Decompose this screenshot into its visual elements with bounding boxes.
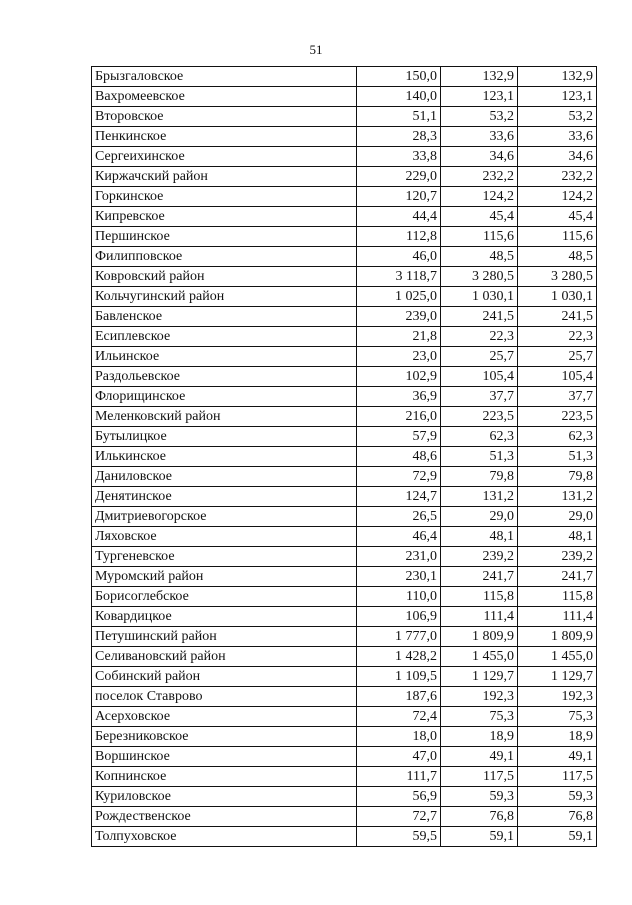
table-row xyxy=(92,787,597,807)
municipality-name-cell: Рождественское xyxy=(92,807,357,827)
value-cell-1: 229,0 xyxy=(357,167,441,187)
municipality-name-cell: Толпуховское xyxy=(92,827,357,847)
value-cell-1: 26,5 xyxy=(357,507,441,527)
value-cell-2: 241,5 xyxy=(441,307,518,327)
value-cell-1: 21,8 xyxy=(357,327,441,347)
value-cell-3: 76,8 xyxy=(518,807,597,827)
value-cell-2: 76,8 xyxy=(441,807,518,827)
value-cell-2: 37,7 xyxy=(441,387,518,407)
value-cell-3: 192,3 xyxy=(518,687,597,707)
table-row xyxy=(92,127,597,147)
table-row xyxy=(92,607,597,627)
value-cell-1: 239,0 xyxy=(357,307,441,327)
value-cell-2: 3 280,5 xyxy=(441,267,518,287)
value-cell-1: 110,0 xyxy=(357,587,441,607)
value-cell-3: 241,5 xyxy=(518,307,597,327)
table-row xyxy=(92,827,597,847)
value-cell-3: 111,4 xyxy=(518,607,597,627)
value-cell-3: 53,2 xyxy=(518,107,597,127)
value-cell-3: 1 129,7 xyxy=(518,667,597,687)
value-cell-1: 106,9 xyxy=(357,607,441,627)
table-row xyxy=(92,807,597,827)
table-row xyxy=(92,487,597,507)
value-cell-2: 49,1 xyxy=(441,747,518,767)
table-row xyxy=(92,627,597,647)
value-cell-1: 33,8 xyxy=(357,147,441,167)
value-cell-1: 18,0 xyxy=(357,727,441,747)
value-cell-1: 1 109,5 xyxy=(357,667,441,687)
municipality-name-cell: Горкинское xyxy=(92,187,357,207)
value-cell-2: 131,2 xyxy=(441,487,518,507)
value-cell-3: 79,8 xyxy=(518,467,597,487)
value-cell-3: 59,1 xyxy=(518,827,597,847)
table-row xyxy=(92,667,597,687)
table-row xyxy=(92,107,597,127)
municipality-name-cell: Собинский район xyxy=(92,667,357,687)
table-row xyxy=(92,247,597,267)
municipality-name-cell: Второвское xyxy=(92,107,357,127)
value-cell-3: 223,5 xyxy=(518,407,597,427)
value-cell-2: 115,6 xyxy=(441,227,518,247)
table-row xyxy=(92,267,597,287)
table-row xyxy=(92,207,597,227)
value-cell-2: 192,3 xyxy=(441,687,518,707)
table-row xyxy=(92,67,597,87)
value-cell-3: 48,1 xyxy=(518,527,597,547)
table-row xyxy=(92,507,597,527)
value-cell-3: 75,3 xyxy=(518,707,597,727)
table-row xyxy=(92,687,597,707)
table-row xyxy=(92,427,597,447)
municipality-name-cell: Куриловское xyxy=(92,787,357,807)
value-cell-2: 241,7 xyxy=(441,567,518,587)
municipality-name-cell: Муромский район xyxy=(92,567,357,587)
municipality-name-cell: Бавленское xyxy=(92,307,357,327)
value-cell-3: 117,5 xyxy=(518,767,597,787)
value-cell-1: 47,0 xyxy=(357,747,441,767)
table-row xyxy=(92,527,597,547)
table-row xyxy=(92,727,597,747)
value-cell-2: 239,2 xyxy=(441,547,518,567)
value-cell-3: 45,4 xyxy=(518,207,597,227)
value-cell-2: 124,2 xyxy=(441,187,518,207)
value-cell-2: 18,9 xyxy=(441,727,518,747)
value-cell-1: 102,9 xyxy=(357,367,441,387)
value-cell-3: 59,3 xyxy=(518,787,597,807)
municipality-name-cell: Дмитриевогорское xyxy=(92,507,357,527)
value-cell-2: 1 455,0 xyxy=(441,647,518,667)
value-cell-1: 44,4 xyxy=(357,207,441,227)
value-cell-3: 37,7 xyxy=(518,387,597,407)
municipality-name-cell: Даниловское xyxy=(92,467,357,487)
value-cell-1: 112,8 xyxy=(357,227,441,247)
municipality-name-cell: Березниковское xyxy=(92,727,357,747)
municipality-name-cell: Ляховское xyxy=(92,527,357,547)
value-cell-2: 1 030,1 xyxy=(441,287,518,307)
value-cell-2: 59,3 xyxy=(441,787,518,807)
value-cell-3: 22,3 xyxy=(518,327,597,347)
value-cell-1: 56,9 xyxy=(357,787,441,807)
value-cell-1: 1 428,2 xyxy=(357,647,441,667)
table-row xyxy=(92,547,597,567)
value-cell-1: 72,7 xyxy=(357,807,441,827)
value-cell-1: 36,9 xyxy=(357,387,441,407)
value-cell-1: 48,6 xyxy=(357,447,441,467)
value-cell-2: 111,4 xyxy=(441,607,518,627)
value-cell-2: 1 809,9 xyxy=(441,627,518,647)
value-cell-3: 239,2 xyxy=(518,547,597,567)
value-cell-1: 124,7 xyxy=(357,487,441,507)
table-row xyxy=(92,407,597,427)
table-row xyxy=(92,647,597,667)
value-cell-1: 111,7 xyxy=(357,767,441,787)
municipality-name-cell: Асерховское xyxy=(92,707,357,727)
table-row xyxy=(92,347,597,367)
municipality-name-cell: Илькинское xyxy=(92,447,357,467)
value-cell-3: 34,6 xyxy=(518,147,597,167)
table-row xyxy=(92,287,597,307)
value-cell-2: 123,1 xyxy=(441,87,518,107)
value-cell-1: 3 118,7 xyxy=(357,267,441,287)
table-row xyxy=(92,187,597,207)
table-row xyxy=(92,567,597,587)
table-row xyxy=(92,327,597,347)
value-cell-1: 150,0 xyxy=(357,67,441,87)
value-cell-2: 34,6 xyxy=(441,147,518,167)
value-cell-1: 231,0 xyxy=(357,547,441,567)
municipality-name-cell: Меленковский район xyxy=(92,407,357,427)
value-cell-3: 123,1 xyxy=(518,87,597,107)
value-cell-3: 33,6 xyxy=(518,127,597,147)
value-cell-3: 124,2 xyxy=(518,187,597,207)
page-number: 51 xyxy=(309,42,323,57)
value-cell-2: 132,9 xyxy=(441,67,518,87)
table-row xyxy=(92,447,597,467)
value-cell-1: 51,1 xyxy=(357,107,441,127)
municipality-name-cell: Ковардицкое xyxy=(92,607,357,627)
municipality-name-cell: Киржачский район xyxy=(92,167,357,187)
value-cell-3: 29,0 xyxy=(518,507,597,527)
value-cell-1: 46,0 xyxy=(357,247,441,267)
municipality-name-cell: Ковровский район xyxy=(92,267,357,287)
value-cell-2: 1 129,7 xyxy=(441,667,518,687)
table-row xyxy=(92,147,597,167)
value-cell-1: 28,3 xyxy=(357,127,441,147)
table-row xyxy=(92,87,597,107)
table-row xyxy=(92,767,597,787)
value-cell-3: 3 280,5 xyxy=(518,267,597,287)
value-cell-2: 33,6 xyxy=(441,127,518,147)
value-cell-1: 216,0 xyxy=(357,407,441,427)
table-row xyxy=(92,467,597,487)
value-cell-1: 140,0 xyxy=(357,87,441,107)
value-cell-2: 29,0 xyxy=(441,507,518,527)
value-cell-2: 115,8 xyxy=(441,587,518,607)
municipality-name-cell: Пенкинское xyxy=(92,127,357,147)
value-cell-2: 45,4 xyxy=(441,207,518,227)
value-cell-3: 115,8 xyxy=(518,587,597,607)
table-row xyxy=(92,387,597,407)
municipality-name-cell: Тургеневское xyxy=(92,547,357,567)
table-row xyxy=(92,747,597,767)
value-cell-3: 132,9 xyxy=(518,67,597,87)
value-cell-1: 46,4 xyxy=(357,527,441,547)
value-cell-1: 187,6 xyxy=(357,687,441,707)
municipality-name-cell: Брызгаловское xyxy=(92,67,357,87)
municipality-name-cell: Сергеихинское xyxy=(92,147,357,167)
table-row xyxy=(92,587,597,607)
value-cell-3: 1 809,9 xyxy=(518,627,597,647)
municipality-name-cell: Петушинский район xyxy=(92,627,357,647)
value-cell-1: 72,4 xyxy=(357,707,441,727)
value-cell-3: 25,7 xyxy=(518,347,597,367)
value-cell-2: 79,8 xyxy=(441,467,518,487)
municipality-name-cell: Копнинское xyxy=(92,767,357,787)
value-cell-2: 51,3 xyxy=(441,447,518,467)
table-row xyxy=(92,707,597,727)
municipality-name-cell: Селивановский район xyxy=(92,647,357,667)
municipality-name-cell: Бутылицкое xyxy=(92,427,357,447)
municipality-name-cell: Ильинское xyxy=(92,347,357,367)
data-table xyxy=(91,66,597,847)
value-cell-2: 48,5 xyxy=(441,247,518,267)
value-cell-3: 115,6 xyxy=(518,227,597,247)
value-cell-2: 105,4 xyxy=(441,367,518,387)
value-cell-1: 57,9 xyxy=(357,427,441,447)
municipality-name-cell: Першинское xyxy=(92,227,357,247)
value-cell-1: 23,0 xyxy=(357,347,441,367)
value-cell-2: 53,2 xyxy=(441,107,518,127)
municipality-name-cell: Денятинское xyxy=(92,487,357,507)
table-row xyxy=(92,167,597,187)
municipality-name-cell: Кольчугинский район xyxy=(92,287,357,307)
municipality-name-cell: Раздольевское xyxy=(92,367,357,387)
value-cell-3: 1 455,0 xyxy=(518,647,597,667)
value-cell-2: 223,5 xyxy=(441,407,518,427)
value-cell-2: 25,7 xyxy=(441,347,518,367)
municipality-name-cell: Флорищинское xyxy=(92,387,357,407)
value-cell-2: 117,5 xyxy=(441,767,518,787)
value-cell-3: 51,3 xyxy=(518,447,597,467)
municipality-name-cell: поселок Ставрово xyxy=(92,687,357,707)
value-cell-3: 105,4 xyxy=(518,367,597,387)
municipality-name-cell: Кипревское xyxy=(92,207,357,227)
table-body xyxy=(92,67,597,847)
municipality-name-cell: Вахромеевское xyxy=(92,87,357,107)
value-cell-1: 72,9 xyxy=(357,467,441,487)
value-cell-3: 232,2 xyxy=(518,167,597,187)
value-cell-3: 48,5 xyxy=(518,247,597,267)
value-cell-3: 49,1 xyxy=(518,747,597,767)
value-cell-1: 59,5 xyxy=(357,827,441,847)
value-cell-2: 75,3 xyxy=(441,707,518,727)
value-cell-3: 131,2 xyxy=(518,487,597,507)
value-cell-3: 62,3 xyxy=(518,427,597,447)
table-row xyxy=(92,227,597,247)
value-cell-1: 230,1 xyxy=(357,567,441,587)
value-cell-3: 18,9 xyxy=(518,727,597,747)
value-cell-2: 232,2 xyxy=(441,167,518,187)
value-cell-3: 241,7 xyxy=(518,567,597,587)
municipality-name-cell: Филипповское xyxy=(92,247,357,267)
value-cell-2: 62,3 xyxy=(441,427,518,447)
table-row xyxy=(92,307,597,327)
value-cell-1: 1 777,0 xyxy=(357,627,441,647)
value-cell-1: 1 025,0 xyxy=(357,287,441,307)
municipality-name-cell: Есиплевское xyxy=(92,327,357,347)
value-cell-1: 120,7 xyxy=(357,187,441,207)
value-cell-2: 22,3 xyxy=(441,327,518,347)
value-cell-2: 59,1 xyxy=(441,827,518,847)
value-cell-2: 48,1 xyxy=(441,527,518,547)
table-row xyxy=(92,367,597,387)
municipality-name-cell: Борисоглебское xyxy=(92,587,357,607)
municipality-name-cell: Воршинское xyxy=(92,747,357,767)
value-cell-3: 1 030,1 xyxy=(518,287,597,307)
